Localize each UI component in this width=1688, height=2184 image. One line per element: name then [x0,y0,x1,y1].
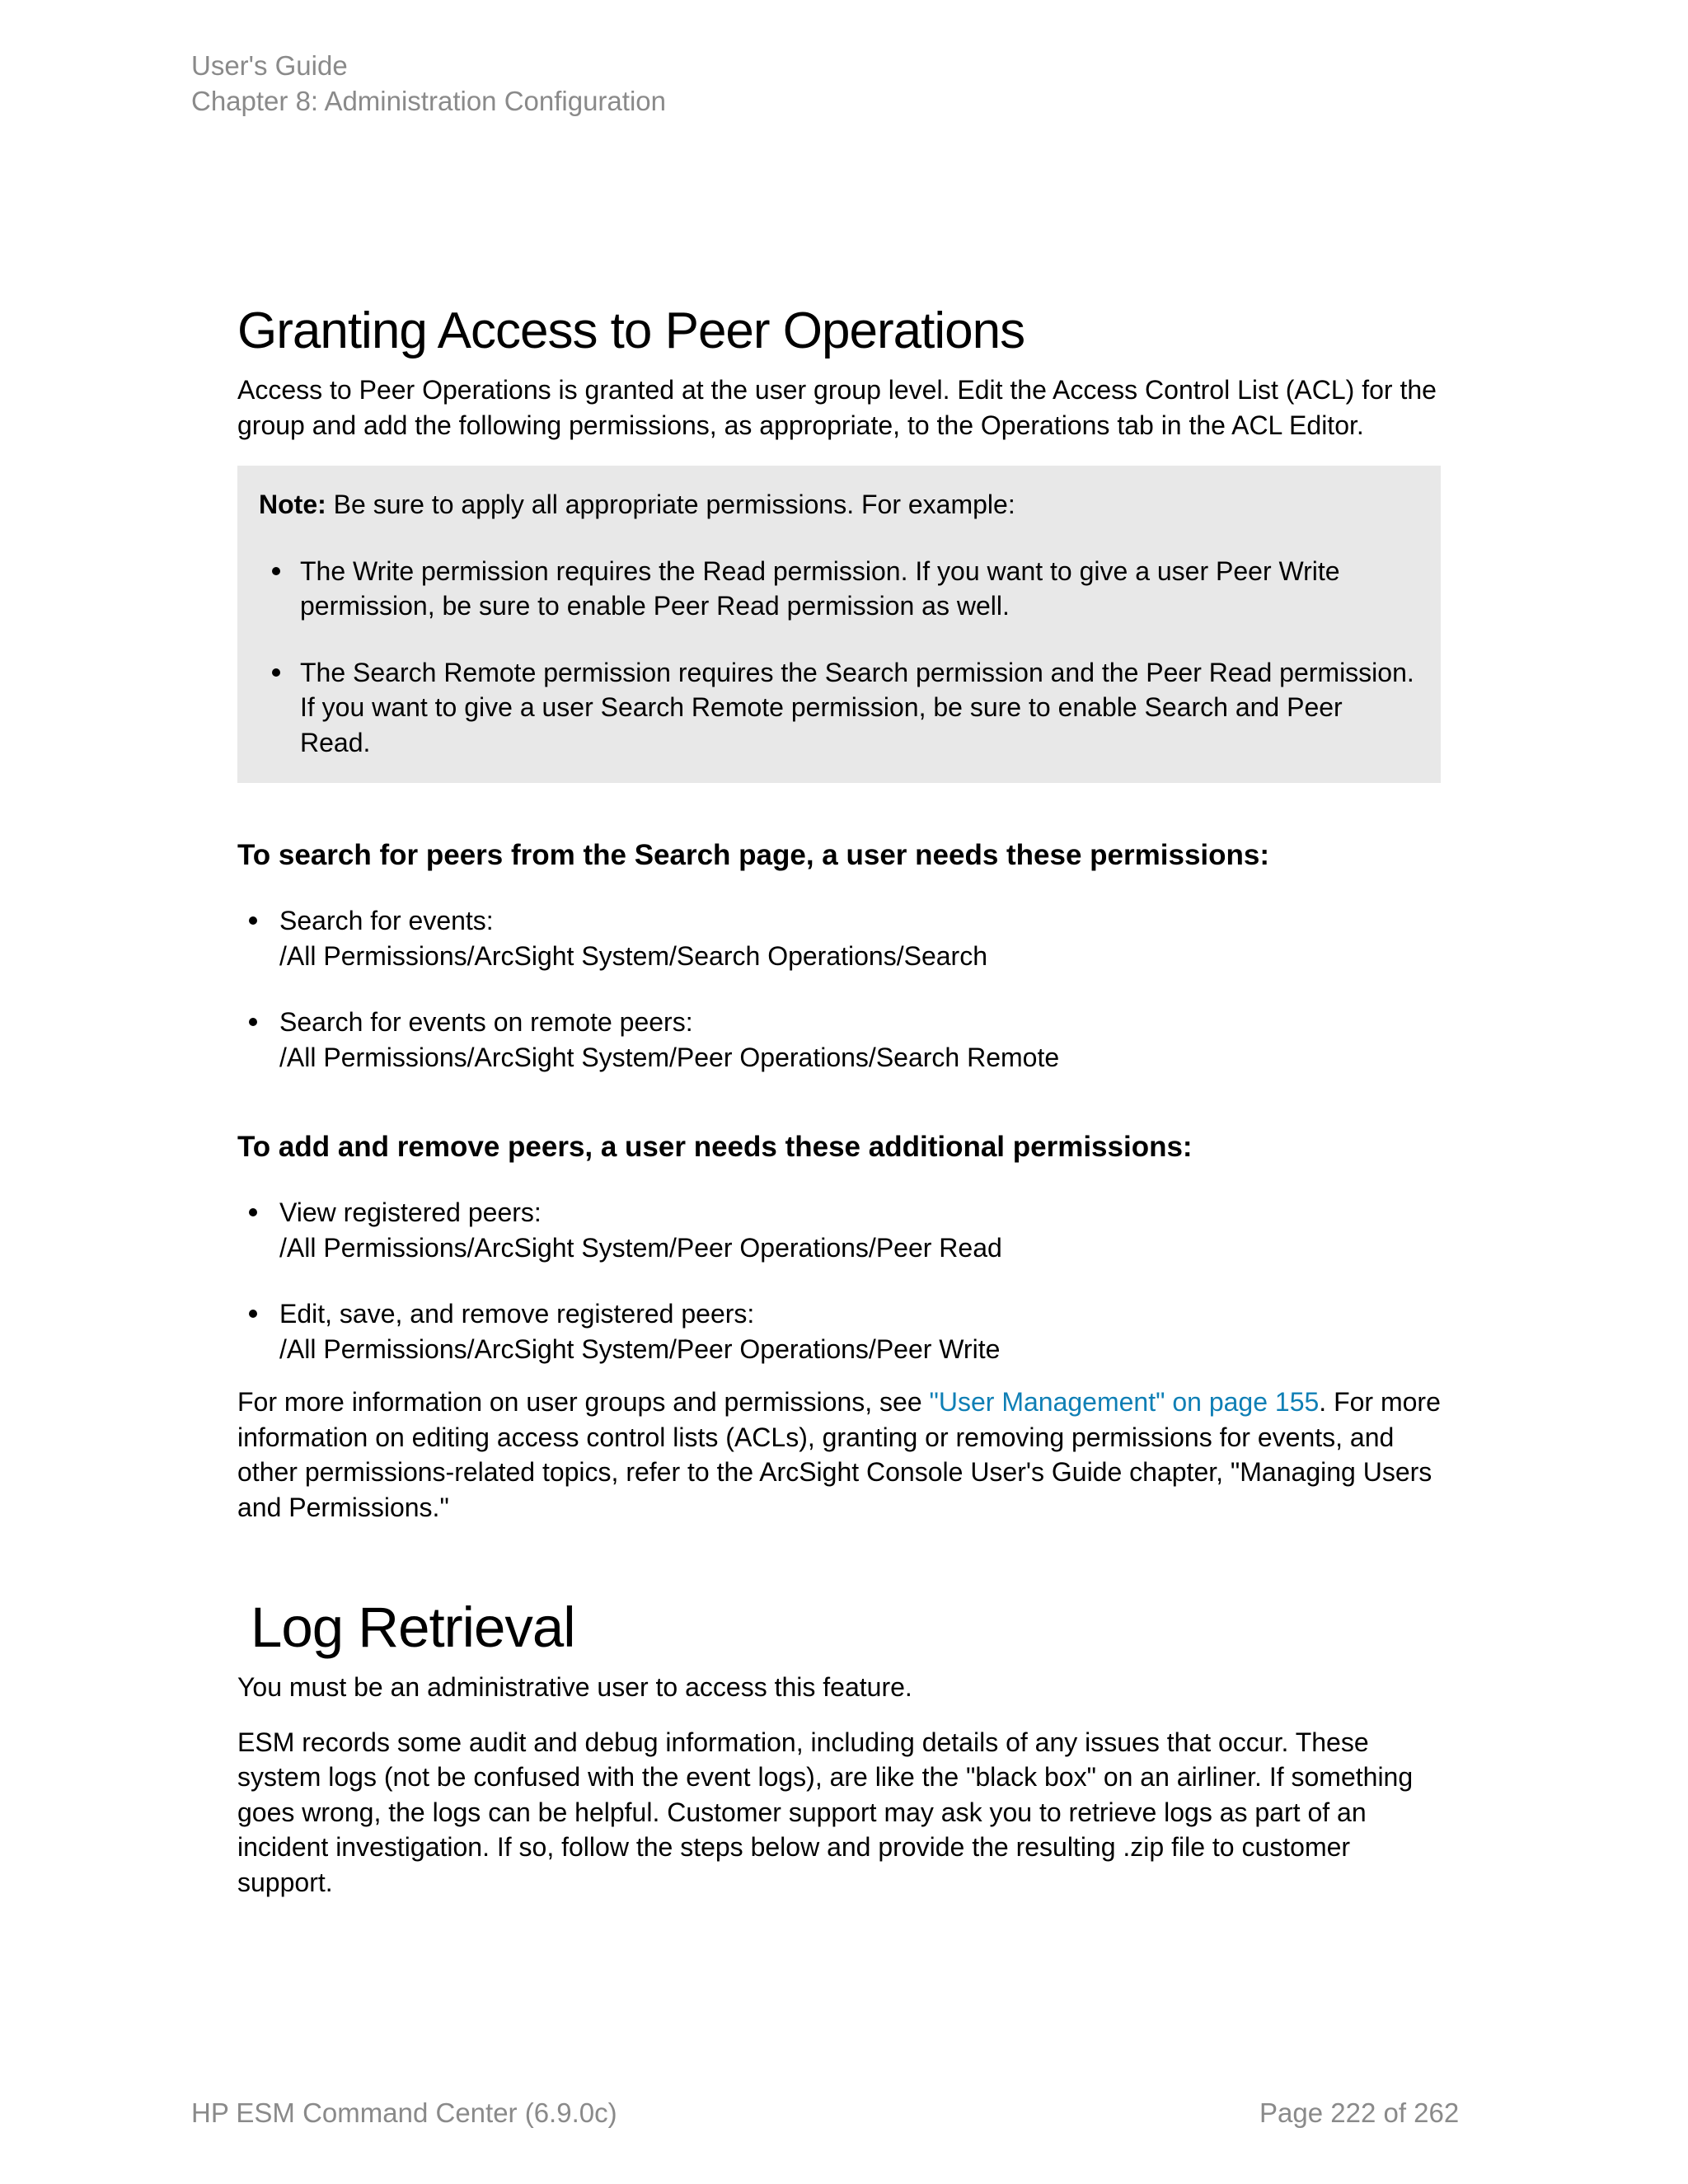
bullet-icon [249,1208,257,1216]
admin-requirement-paragraph: You must be an administrative user to access this feature. [237,1672,912,1702]
doc-title: User's Guide [191,50,348,81]
note-item [259,554,1419,624]
peers-permissions-list [237,1195,1449,1366]
permission-path: /All Permissions/ArcSight System/Peer Operations/Peer Read [279,1232,1002,1263]
section-title-granting-access: Granting Access to Peer Operations [237,302,1025,359]
permission-label: Search for events: [279,906,494,935]
running-header [191,48,666,119]
note-box [237,466,1441,783]
list-item [237,903,1449,973]
permission-path: /All Permissions/ArcSight System/Search Operations/Search [279,940,987,971]
permission-label: Edit, save, and remove registered peers: [279,1299,755,1329]
permission-label: Search for events on remote peers: [279,1007,693,1037]
search-permissions-list [237,903,1449,1075]
more-info-text-after: . For more information on editing access control lists (ACLs), granting or removing permissions for events, and other permissions-related topics, refer to the ArcSight Console User's Guide chapter, "Managing Users and Permissions." [237,1387,1441,1522]
chapter-title: Chapter 8: Administration Configuration [191,86,666,116]
permission-label: View registered peers: [279,1197,542,1227]
list-item [237,1005,1449,1075]
peers-permissions-heading: To add and remove peers, a user needs these additional permissions: [237,1131,1193,1163]
permission-path: /All Permissions/ArcSight System/Peer Operations/Peer Write [279,1333,1001,1364]
bullet-icon [249,916,257,925]
note-item-text: The Search Remote permission requires the Search permission and the Peer Read permission. If you want to give a user Search Remote permission, be sure to enable Search and Peer Read. [300,657,1414,757]
permission-path: /All Permissions/ArcSight System/Peer Operations/Search Remote [279,1042,1060,1072]
note-intro [259,487,1419,523]
footer-page-number: Page 222 of 262 [1259,2097,1460,2128]
more-info-text: For more information on user groups and permissions, see [237,1387,930,1417]
bullet-icon [249,1018,257,1026]
page-content [237,297,1449,1900]
bullet-icon [272,668,280,677]
note-text: Be sure to apply all appropriate permissions. For example: [326,490,1015,519]
note-label: Note: [259,490,326,519]
more-info-paragraph [237,1385,1449,1525]
footer-product: HP ESM Command Center (6.9.0c) [191,2097,617,2128]
note-item-text: The Write permission requires the Read permission. If you want to give a user Peer Write permission, be sure to enable Peer Read permission as well. [300,555,1340,621]
note-list [259,554,1419,761]
bullet-icon [272,567,280,575]
note-item [259,655,1419,761]
search-permissions-heading: To search for peers from the Search page, a user needs these permissions: [237,839,1270,871]
user-management-link[interactable]: "User Management" on page 155 [929,1387,1320,1417]
intro-paragraph: Access to Peer Operations is granted at the user group level. Edit the Access Control List (ACL) for the group and add the following permissions, as appropriate, to the Operations tab in the ACL Editor. [237,375,1437,440]
list-item [237,1195,1449,1265]
log-description-paragraph: ESM records some audit and debug information, including details of any issues that occur. These system logs (not be confused with the event logs), are like the "black box" on an airliner. If something goes wrong, the logs can be helpful. Customer support may ask you to retrieve logs as part of an incident investigation. If so, follow the steps below and provide the resulting .zip file to customer support. [237,1727,1414,1897]
section-title-log-retrieval: Log Retrieval [251,1596,575,1659]
bullet-icon [249,1310,257,1318]
list-item [237,1296,1449,1366]
